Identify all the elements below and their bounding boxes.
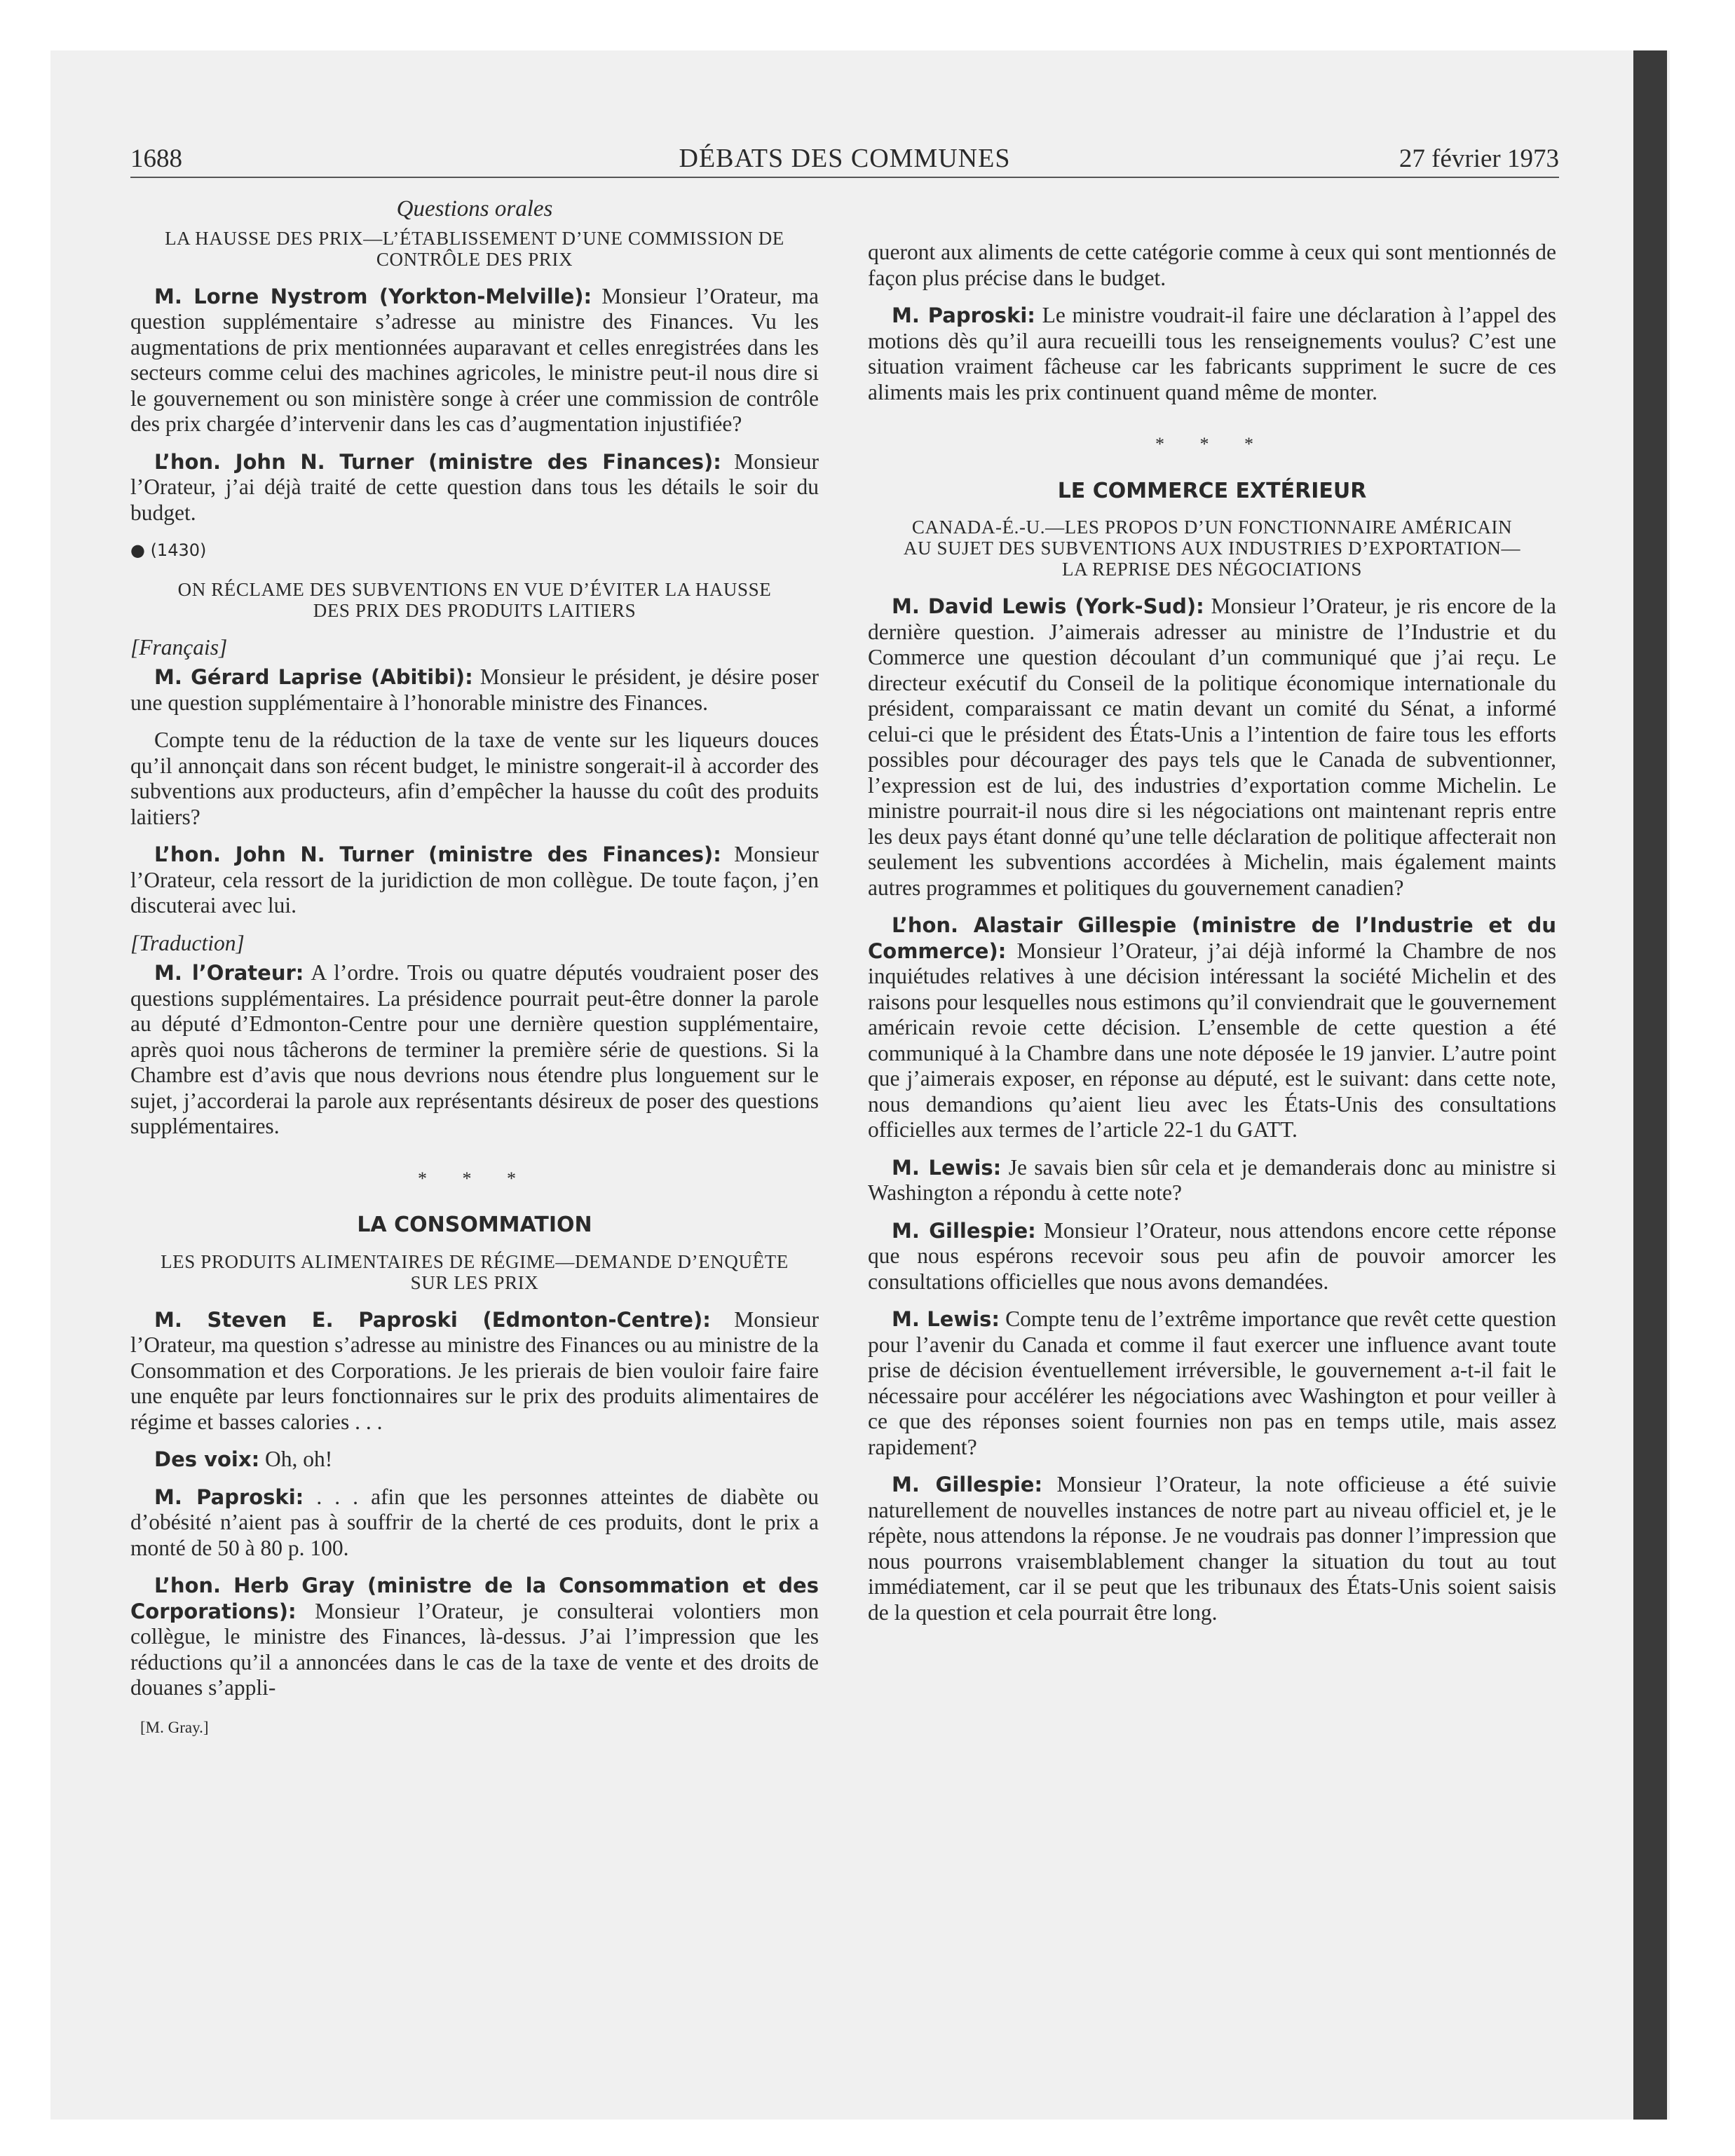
paragraph: L’hon. John N. Turner (ministre des Finances): Monsieur l’Orateur, j’ai déjà traité de cette question dans tous les détails le soir du budget.: [130, 449, 819, 525]
speaker: L’hon. John N. Turner (ministre des Finances):: [154, 449, 721, 474]
language-marker: [Traduction]: [130, 930, 245, 955]
paragraph: M. Gillespie: Monsieur l’Orateur, nous attendons encore cette réponse que nous espérons recevoir sous peu afin de pouvoir amorcer les consultations officielles que nous avons demandées.: [868, 1217, 1556, 1294]
speaker: L’hon. Herb Gray (ministre de la Consommation et des Corporations):: [130, 1574, 819, 1623]
speaker: M. Steven E. Paproski (Edmonton-Centre):: [154, 1307, 711, 1332]
speaker: M. Paproski:: [154, 1485, 304, 1509]
speaker: M. Gérard Laprise (Abitibi):: [154, 665, 473, 689]
scan-edge: [1633, 50, 1667, 2120]
subheading: LES PRODUITS ALIMENTAIRES DE RÉGIME—DEMANDE D’ENQUÊTE SUR LES PRIX: [161, 1250, 789, 1293]
page-number: 1688: [130, 144, 182, 173]
speaker: Des voix:: [154, 1447, 260, 1471]
language-marker: [Français]: [130, 634, 228, 660]
paragraph: L’hon. Alastair Gillespie (ministre de l’Industrie et du Commerce): Monsieur l’Orateur, j’ai déjà informé la Chambre de nos inquiétudes relatives à une décision intéressant la société Michelin et des raisons pour lesquelles nous estimons qu’il conviendrait que le gouvernement américain revoie cette décision. L’ensemble de cette question a été communiqué à la Chambre dans une note déposée le 19 janvier. L’autre point que j’aimerais exposer, en réponse au député, est le suivant: dans cette note, nous demandions qu’aient lieu avec les États-Unis des consultations officielles aux termes de l’article 22-1 du GATT.: [868, 913, 1556, 1142]
paragraph: Des voix: Oh, oh!: [154, 1447, 333, 1471]
subheading: LA HAUSSE DES PRIX—L’ÉTABLISSEMENT D’UNE COMMISSION DE CONTRÔLE DES PRIX: [165, 227, 784, 270]
right-column: [868, 240, 1556, 1637]
section-heading: Questions orales: [396, 196, 553, 221]
subheading: ON RÉCLAME DES SUBVENTIONS EN VUE D’ÉVITER LA HAUSSE DES PRIX DES PRODUITS LAITIERS: [177, 578, 772, 621]
paragraph: M. Lewis: Compte tenu de l’extrême importance que revêt cette question pour l’avenir du Canada et comme il faut exercer une influence avant toute prise de décision éventuellement irréversible, le gouvernement a-t-il fait le nécessaire pour accélérer les négociations avec Washington et pour veiller à ce que des réponses soient fournies non pas en temps utile, mais assez rapidement?: [868, 1306, 1556, 1459]
section-separator: * * *: [1155, 434, 1269, 454]
speaker: L’hon. Alastair Gillespie (ministre de l’Industrie et du Commerce):: [868, 913, 1556, 963]
publication-title: DÉBATS DES COMMUNES: [679, 144, 1011, 173]
timestamp: ● (1430): [130, 540, 207, 560]
topic-heading: LA CONSOMMATION: [357, 1213, 592, 1237]
section-separator: * * *: [418, 1168, 531, 1189]
topic-heading: LE COMMERCE EXTÉRIEUR: [1057, 478, 1367, 503]
paragraph: M. l’Orateur: A l’ordre. Trois ou quatre députés voudraient poser des questions supplémentaires. La présidence pourrait peut-être donner la parole au député d’Edmonton-Centre pour une dernière question supplémentaire, après quoi nous tâcherons de terminer la première série de questions. Si la Chambre est d’avis que nous devrions nous étendre plus longuement sur le sujet, j’accorderai la parole aux représentants désireux de poser des questions supplémentaires.: [130, 960, 819, 1138]
paragraph: M. Paproski: . . . afin que les personnes atteintes de diabète ou d’obésité n’aient pas à souffrir de la cherté de ces produits, dont le prix a monté de 50 à 80 p. 100.: [130, 1484, 819, 1560]
paragraph: M. Paproski: Le ministre voudrait-il faire une déclaration à l’appel des motions dès qu’il aura recueilli tous les renseignements voulus? C’est une situation vraiment fâcheuse car les fabricants suppriment le sucre de ces aliments mais les prix continuent quand même de monter.: [868, 303, 1556, 404]
left-column: [130, 196, 819, 1740]
issue-date: 27 février 1973: [1399, 144, 1559, 173]
speaker: M. Gillespie:: [892, 1473, 1043, 1496]
paragraph: queront aux aliments de cette catégorie comme à ceux qui sont mentionnés de façon plus précise dans le budget.: [868, 240, 1556, 290]
paragraph: M. Steven E. Paproski (Edmonton-Centre): Monsieur l’Orateur, ma question s’adresse au ministre des Finances ou au ministre de la Consommation et des Corporations. Je les prierais de bien vouloir faire faire une enquête par leurs fonctionnaires sur le prix des produits alimentaires de régime et basses calories . . .: [130, 1306, 819, 1434]
speaker: M. Lewis:: [892, 1155, 1002, 1180]
speaker: M. Lorne Nystrom (Yorkton-Melville):: [154, 284, 592, 308]
paragraph: L’hon. John N. Turner (ministre des Finances): Monsieur l’Orateur, cela ressort de la juridiction de mon collègue. De toute façon, j’en discuterai avec lui.: [130, 842, 819, 917]
paragraph: M. Gérard Laprise (Abitibi): Monsieur le président, je désire poser une question supplémentaire à l’honorable ministre des Finances.: [130, 664, 819, 715]
paragraph: M. Lorne Nystrom (Yorkton-Melville): Monsieur l’Orateur, ma question supplémentaire s’adresse au ministre des Finances. Vu les augmentations de prix mentionnées auparavant et celles enregistrées dans les secteurs comme celui des machines agricoles, le ministre peut-il nous dire si le gouvernement ou son ministère songe à créer une commission de contrôle des prix chargée d’intervenir dans les cas d’augmentation injustifiée?: [130, 283, 819, 436]
footer-note: [M. Gray.]: [140, 1718, 209, 1736]
speaker: M. Paproski:: [892, 303, 1035, 327]
paragraph: L’hon. Herb Gray (ministre de la Consommation et des Corporations): Monsieur l’Orateur, je consulterai volontiers mon collègue, le ministre des Finances, là-dessus. J’ai l’impression que les réductions qu’il a annoncées dans le cas de la taxe de vente et des droits de douanes s’appli-: [130, 1574, 819, 1700]
paragraph: M. Lewis: Je savais bien sûr cela et je demanderais donc au ministre si Washington a répondu à cette note?: [868, 1154, 1557, 1205]
speaker: L’hon. John N. Turner (ministre des Finances):: [154, 842, 721, 866]
paragraph: Compte tenu de la réduction de la taxe de vente sur les liqueurs douces qu’il annonçait dans son récent budget, le ministre songerait-il à accorder des subventions aux producteurs, afin d’empêcher la hausse du coût des produits laitiers?: [130, 728, 819, 829]
speaker: M. Gillespie:: [892, 1218, 1036, 1243]
running-header: [130, 137, 1559, 178]
speaker: M. Lewis:: [892, 1307, 1000, 1331]
speaker: M. l’Orateur:: [154, 961, 304, 985]
subheading: CANADA-É.-U.—LES PROPOS D’UN FONCTIONNAIRE AMÉRICAIN AU SUJET DES SUBVENTIONS AUX INDUSTRIES D’EXPORTATION—LA REPRISE DES NÉGOCIATIONS: [903, 517, 1521, 580]
paragraph: M. David Lewis (York-Sud): Monsieur l’Orateur, je ris encore de la dernière question. J’aimerais adresser au ministre de l’Industrie et du Commerce une question découlant d’un communiqué que j’ai reçu. Le directeur exécutif du Conseil de la politique économique internationale du président, comparaissant ce matin devant un comité du Sénat, a informé celui-ci que le président des États-Unis a l’intention de faire tous les efforts possibles pour décourager des pays tels que le Canada de subventionner, l’expression est de lui, des industries d’exportation comme Michelin. Le ministre pourrait-il nous dire si les négociations ont maintenant repris entre les deux pays étant donné qu’une telle déclaration de politique affecterait non seulement les subventions accordées à Michelin, mais également maints autres programmes et politiques du gouvernement canadien?: [868, 594, 1556, 900]
speaker: M. David Lewis (York-Sud):: [892, 594, 1204, 618]
paragraph: M. Gillespie: Monsieur l’Orateur, la note officieuse a été suivie naturellement de nouvelles instances de notre part au niveau officiel et, je le répète, nous attendons la réponse. Je ne voudrais pas donner l’impression que nous pourrons vraisemblablement changer la situation du tout au tout immédiatement, car il se peut que les tribunaux des États-Unis soient saisis de la question et cela pourrait être long.: [868, 1472, 1556, 1625]
